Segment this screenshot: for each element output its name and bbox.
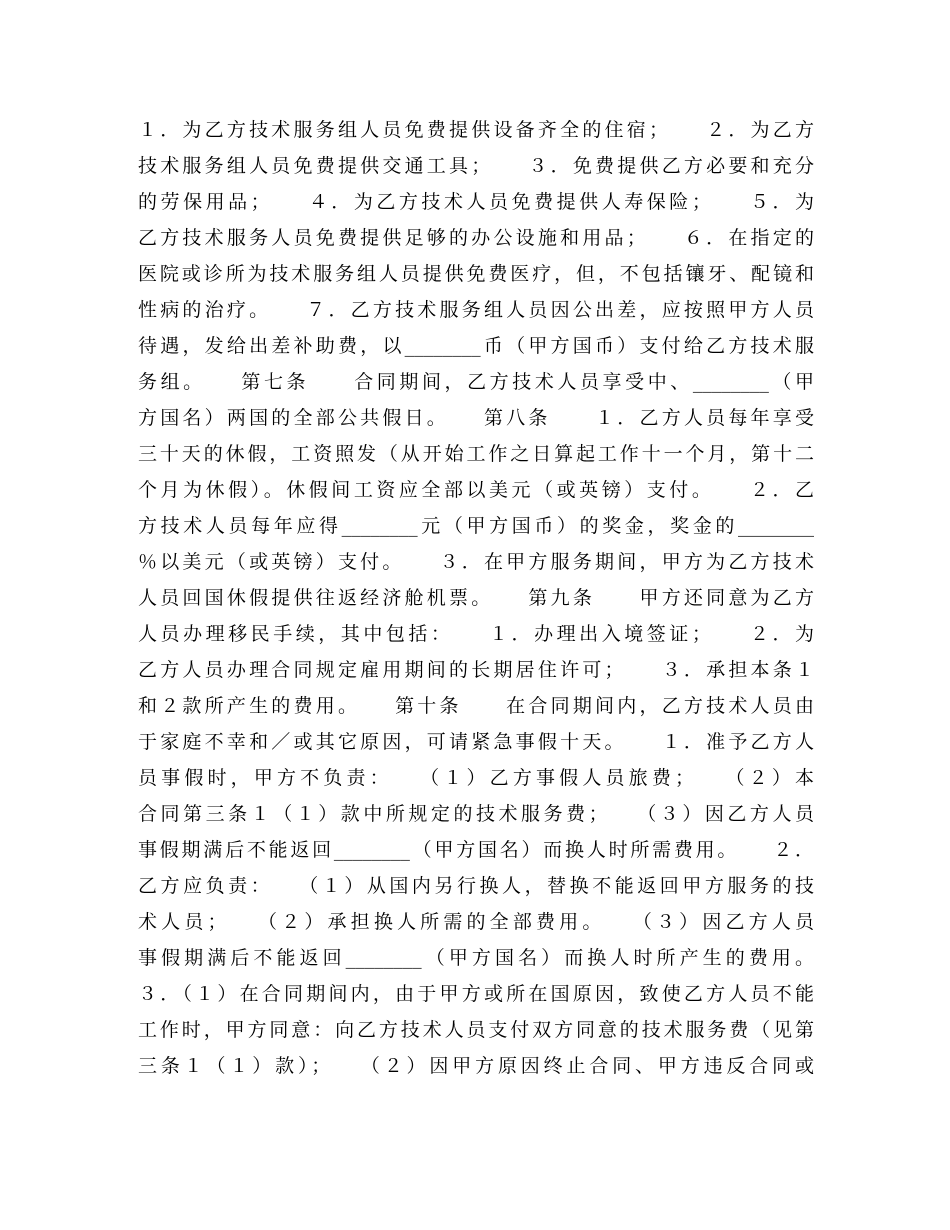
document-line: 方技术人员每年应得________元（甲方国币）的奖金，奖金的________ bbox=[138, 515, 814, 537]
document-line: １．为乙方技术服务组人员免费提供设备齐全的住宿； ２．为乙方 bbox=[138, 119, 814, 141]
document-line: ％以美元（或英镑）支付。 ３．在甲方服务期间，甲方为乙方技术 bbox=[138, 551, 814, 573]
document-line: 待遇，发给出差补助费，以________币（甲方国币）支付给乙方技术服 bbox=[138, 335, 814, 357]
document-line: 员事假时，甲方不负责： （１）乙方事假人员旅费； （２）本 bbox=[138, 767, 814, 789]
document-line: 三十天的休假，工资照发（从开始工作之日算起工作十一个月，第十二 bbox=[138, 443, 814, 465]
document-line: 事假期满后不能返回________（甲方国名）而换人时所产生的费用。 bbox=[138, 947, 814, 969]
document-line: 乙方人员办理合同规定雇用期间的长期居住许可； ３．承担本条１ bbox=[138, 659, 814, 681]
document-line: 工作时，甲方同意：向乙方技术人员支付双方同意的技术服务费（见第 bbox=[138, 1019, 814, 1041]
document-line: 三条１（１）款）； （２）因甲方原因终止合同、甲方违反合同或 bbox=[138, 1055, 814, 1077]
document-line: 人员办理移民手续，其中包括： １．办理出入境签证； ２．为 bbox=[138, 623, 814, 645]
document-line: 术人员； （２）承担换人所需的全部费用。 （３）因乙方人员 bbox=[138, 911, 814, 933]
document-line: 于家庭不幸和／或其它原因，可请紧急事假十天。 １．准予乙方人 bbox=[138, 731, 814, 753]
document-line: 个月为休假）。休假间工资应全部以美元（或英镑）支付。 ２．乙 bbox=[138, 479, 814, 501]
document-line: 事假期满后不能返回________（甲方国名）而换人时所需费用。 ２． bbox=[138, 839, 814, 861]
document-line: 人员回国休假提供往返经济舱机票。 第九条 甲方还同意为乙方 bbox=[138, 587, 814, 609]
document-body bbox=[138, 112, 814, 1084]
document-line: 医院或诊所为技术服务组人员提供免费医疗，但，不包括镶牙、配镜和 bbox=[138, 263, 814, 285]
document-line: 乙方技术服务人员免费提供足够的办公设施和用品； ６．在指定的 bbox=[138, 227, 814, 249]
document-line: 乙方应负责： （１）从国内另行换人，替换不能返回甲方服务的技 bbox=[138, 875, 814, 897]
document-line: ３．（１）在合同期间内，由于甲方或所在国原因，致使乙方人员不能 bbox=[138, 983, 814, 1005]
document-line: 合同第三条１（１）款中所规定的技术服务费； （３）因乙方人员 bbox=[138, 803, 814, 825]
document-line: 性病的治疗。 ７．乙方技术服务组人员因公出差，应按照甲方人员 bbox=[138, 299, 814, 321]
document-line: 务组。 第七条 合同期间，乙方技术人员享受中、________（甲 bbox=[138, 371, 814, 393]
document-line: 方国名）两国的全部公共假日。 第八条 １．乙方人员每年享受 bbox=[138, 407, 814, 429]
document-line: 技术服务组人员免费提供交通工具； ３．免费提供乙方必要和充分 bbox=[138, 155, 814, 177]
document-line: 的劳保用品； ４．为乙方技术人员免费提供人寿保险； ５．为 bbox=[138, 191, 814, 213]
document-line: 和２款所产生的费用。 第十条 在合同期间内，乙方技术人员由 bbox=[138, 695, 814, 717]
